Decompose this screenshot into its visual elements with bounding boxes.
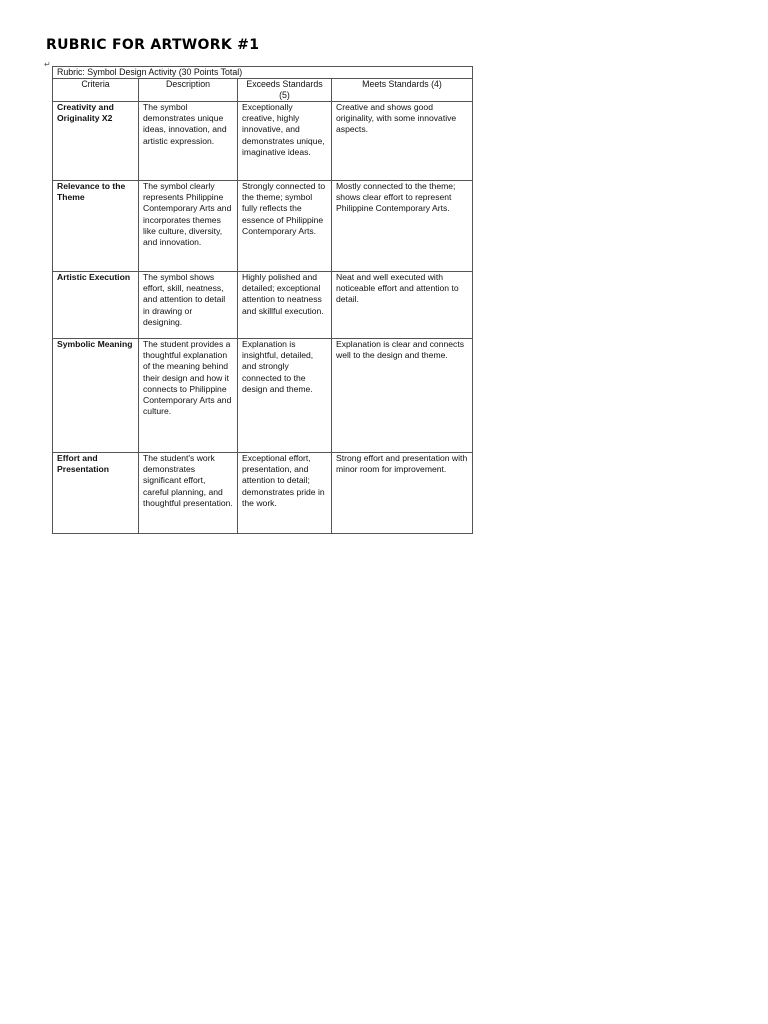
table-row (53, 339, 473, 453)
header-criteria: Criteria (53, 79, 139, 102)
rubric-header-row (53, 79, 473, 102)
meets-cell: Mostly connected to the theme; shows clear effort to represent Philippine Contemporary Arts. (332, 181, 473, 272)
description-cell: The symbol shows effort, skill, neatness, and attention to detail in drawing or designing. (139, 272, 238, 339)
meets-cell: Strong effort and presentation with minor room for improvement. (332, 453, 473, 534)
criteria-cell: Creativity and Originality X2 (53, 102, 139, 181)
meets-cell: Explanation is clear and connects well to the design and theme. (332, 339, 473, 453)
criteria-cell: Effort and Presentation (53, 453, 139, 534)
table-row (53, 102, 473, 181)
header-description: Description (139, 79, 238, 102)
table-row (53, 272, 473, 339)
criteria-cell: Symbolic Meaning (53, 339, 139, 453)
exceeds-cell: Strongly connected to the theme; symbol fully reflects the essence of Philippine Contemporary Arts. (238, 181, 332, 272)
rubric-image (52, 66, 468, 536)
meets-cell: Creative and shows good originality, with some innovative aspects. (332, 102, 473, 181)
criteria-cell: Relevance to the Theme (53, 181, 139, 272)
table-row (53, 181, 473, 272)
header-meets: Meets Standards (4) (332, 79, 473, 102)
description-cell: The student's work demonstrates significant effort, careful planning, and thoughtful presentation. (139, 453, 238, 534)
paragraph-mark: ↵ (44, 60, 51, 69)
criteria-cell: Artistic Execution (53, 272, 139, 339)
exceeds-cell: Explanation is insightful, detailed, and strongly connected to the design and theme. (238, 339, 332, 453)
exceeds-cell: Exceptionally creative, highly innovative, and demonstrates unique, imaginative ideas. (238, 102, 332, 181)
exceeds-cell: Exceptional effort, presentation, and attention to detail; demonstrates pride in the work. (238, 453, 332, 534)
description-cell: The symbol demonstrates unique ideas, innovation, and artistic expression. (139, 102, 238, 181)
rubric-caption: Rubric: Symbol Design Activity (30 Points Total) (53, 67, 473, 79)
document-title: RUBRIC FOR ARTWORK #1 (46, 37, 260, 53)
description-cell: The student provides a thoughtful explanation of the meaning behind their design and how it connects to Philippine Contemporary Arts and culture. (139, 339, 238, 453)
description-cell: The symbol clearly represents Philippine Contemporary Arts and incorporates themes like culture, diversity, and innovation. (139, 181, 238, 272)
rubric-caption-row (53, 67, 473, 79)
exceeds-cell: Highly polished and detailed; exceptional attention to neatness and skillful execution. (238, 272, 332, 339)
table-row (53, 453, 473, 534)
header-exceeds: Exceeds Standards (5) (238, 79, 332, 102)
rubric-table (52, 66, 473, 534)
meets-cell: Neat and well executed with noticeable effort and attention to detail. (332, 272, 473, 339)
